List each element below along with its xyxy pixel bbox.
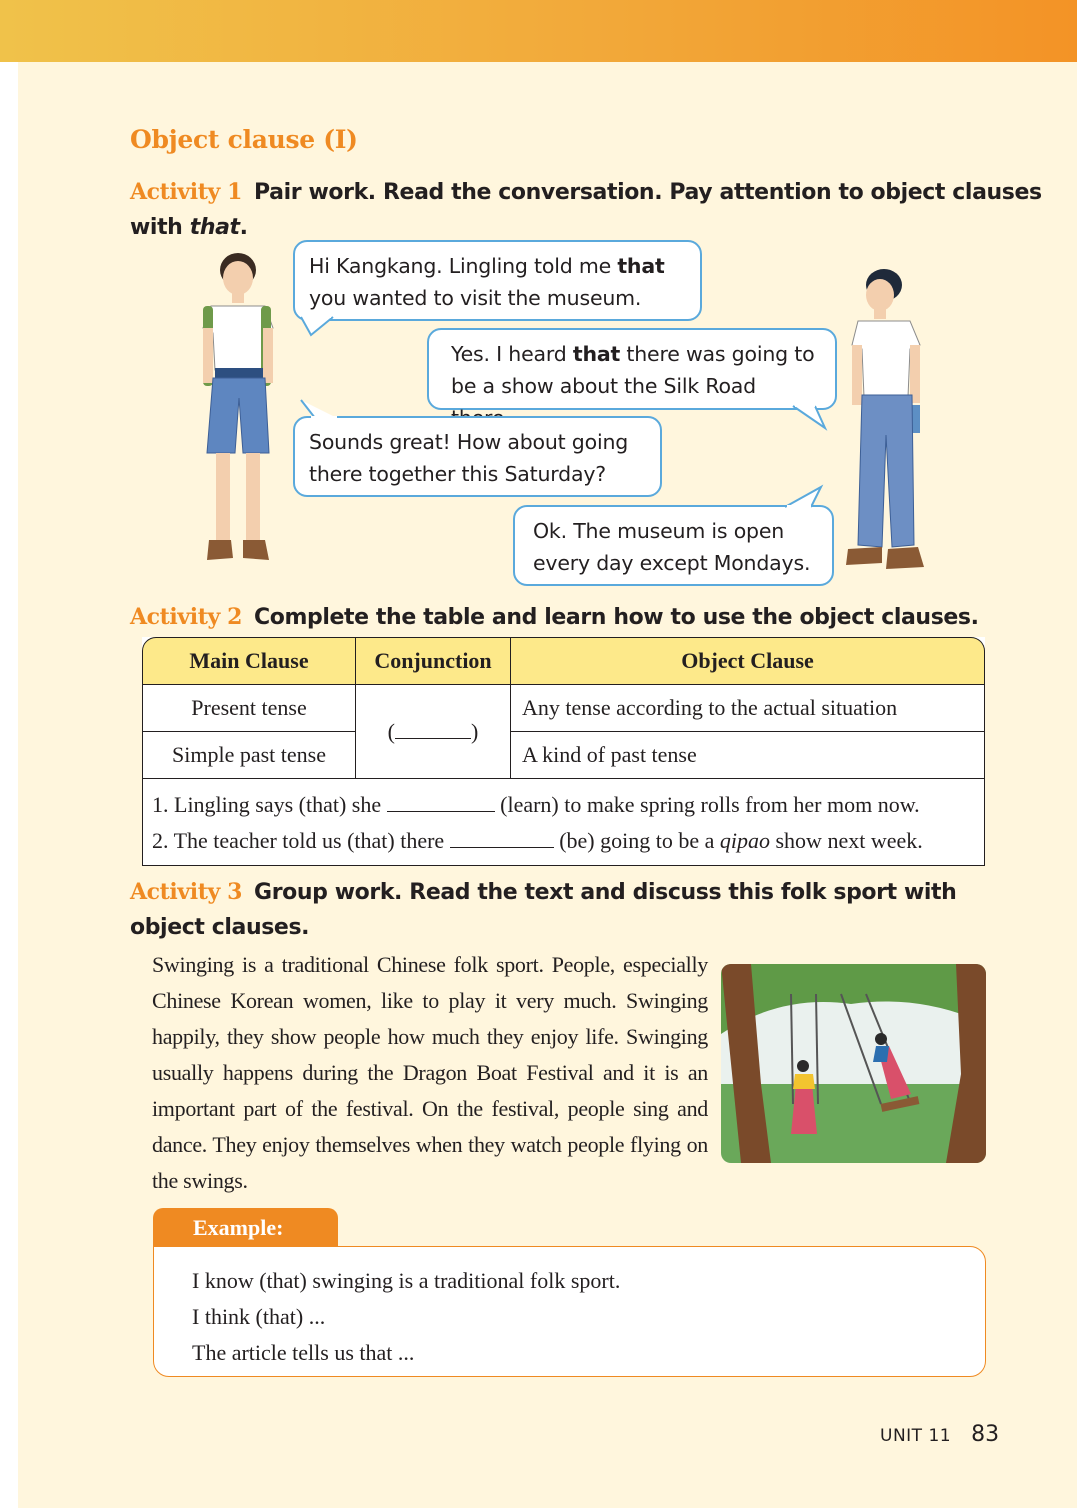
row-1-object-clause: Any tense according to the actual situation — [511, 685, 985, 732]
activity3-instruction — [130, 874, 956, 911]
bubble-3-line-1: Sounds great! How about going — [309, 430, 629, 454]
table-header-row — [142, 637, 985, 685]
activity2-instruction-text: Complete the table and learn how to use the object clauses. — [254, 605, 979, 630]
row-2-main-clause: Simple past tense — [142, 732, 356, 779]
activity3-instruction-text: Group work. Read the text and discuss this folk sport with — [254, 880, 957, 905]
blank-2[interactable] — [450, 829, 554, 848]
exercise-sentence-2 — [152, 823, 984, 859]
sentence-2-em: qipao — [719, 828, 770, 853]
header-object-clause: Object Clause — [511, 637, 985, 685]
table-row — [142, 685, 985, 732]
swinging-paragraph: Swinging is a traditional Chinese folk sport. People, especially Chinese Korean women, like to play it very much. Swinging happily, they show people how much they enjoy life. Swinging usually happens during the Dragon Boat Festival and it is an important part of the festival. On the festival, people sing and dance. They enjoy themselves when they watch people flying on the swings. — [152, 952, 708, 1193]
unit-label: UNIT 11 — [880, 1426, 952, 1446]
bubble-2-text-end: there was going to — [620, 342, 815, 366]
conjunction-blank-cell — [356, 685, 511, 779]
boy-holding-book-illustration — [834, 265, 934, 585]
speech-bubble-2 — [427, 328, 837, 410]
table-row — [142, 732, 985, 779]
bubble-3-line-2: there together this Saturday? — [309, 462, 606, 486]
blank-1[interactable] — [387, 793, 495, 812]
example-box — [153, 1246, 986, 1377]
bubble-1-bold: that — [617, 254, 665, 278]
activity1-instruction-end: . — [239, 215, 248, 240]
example-line-2: I think (that) ... — [192, 1304, 326, 1329]
conj-close-paren: ) — [471, 718, 479, 744]
sentence-1-start: 1. Lingling says (that) she — [152, 792, 387, 817]
grammar-table — [142, 637, 985, 866]
page-number: 83 — [971, 1422, 1000, 1447]
exercise-sentence-1 — [152, 787, 984, 823]
bubble-1-text: Hi Kangkang. Lingling told me — [309, 254, 618, 278]
header-main-clause: Main Clause — [142, 637, 356, 685]
row-1-main-clause: Present tense — [142, 685, 356, 732]
activity3-instruction-cont: object clauses. — [130, 915, 310, 940]
activity1-instruction-cont — [130, 210, 248, 246]
activity1-instruction — [130, 174, 1042, 211]
activity1-instruction-em: that — [189, 215, 240, 240]
activity3-label: Activity 3 — [130, 879, 243, 905]
activity2-label: Activity 2 — [130, 604, 243, 630]
conj-open-paren: ( — [387, 718, 395, 744]
boy-with-backpack-illustration — [183, 248, 283, 568]
activity1-instruction-text-2: with — [130, 215, 190, 240]
row-2-object-clause: A kind of past tense — [511, 732, 985, 779]
speech-bubble-3 — [293, 416, 662, 497]
header-conjunction: Conjunction — [356, 637, 511, 685]
example-line-1: I know (that) swinging is a traditional folk sport. — [192, 1268, 621, 1293]
bubble-1-line-2: you wanted to visit the museum. — [309, 286, 642, 310]
bubble-4-line-2: every day except Mondays. — [533, 551, 811, 575]
speech-bubble-4 — [513, 505, 834, 586]
table-exercise-row — [142, 779, 985, 866]
page-footer — [880, 1422, 999, 1447]
activity2-instruction — [130, 599, 979, 636]
bubble-2-text: Yes. I heard — [451, 342, 573, 366]
bubble-2-line-2: be a show about the Silk Road — [451, 374, 756, 398]
example-line-3: The article tells us that ... — [192, 1340, 415, 1365]
conjunction-blank[interactable] — [395, 720, 471, 739]
speech-bubble-1 — [293, 240, 702, 321]
bubble-4-line-1: Ok. The museum is open — [533, 519, 785, 543]
top-color-band — [0, 0, 1077, 62]
exercise-sentences — [142, 779, 985, 866]
sentence-2-start: 2. The teacher told us (that) there — [152, 828, 450, 853]
bubble-2-bold: that — [572, 342, 621, 366]
activity1-instruction-text: Pair work. Read the conversation. Pay attention to object clauses — [254, 180, 1042, 205]
sentence-2-middle: (be) going to be a — [553, 828, 720, 853]
swing-illustration — [721, 964, 986, 1163]
sentence-2-end: show next week. — [770, 828, 923, 853]
activity1-label: Activity 1 — [130, 179, 243, 205]
sentence-1-end: (learn) to make spring rolls from her mom now. — [494, 792, 920, 817]
example-tab: Example: — [153, 1208, 338, 1248]
section-title: Object clause (I) — [130, 125, 358, 154]
